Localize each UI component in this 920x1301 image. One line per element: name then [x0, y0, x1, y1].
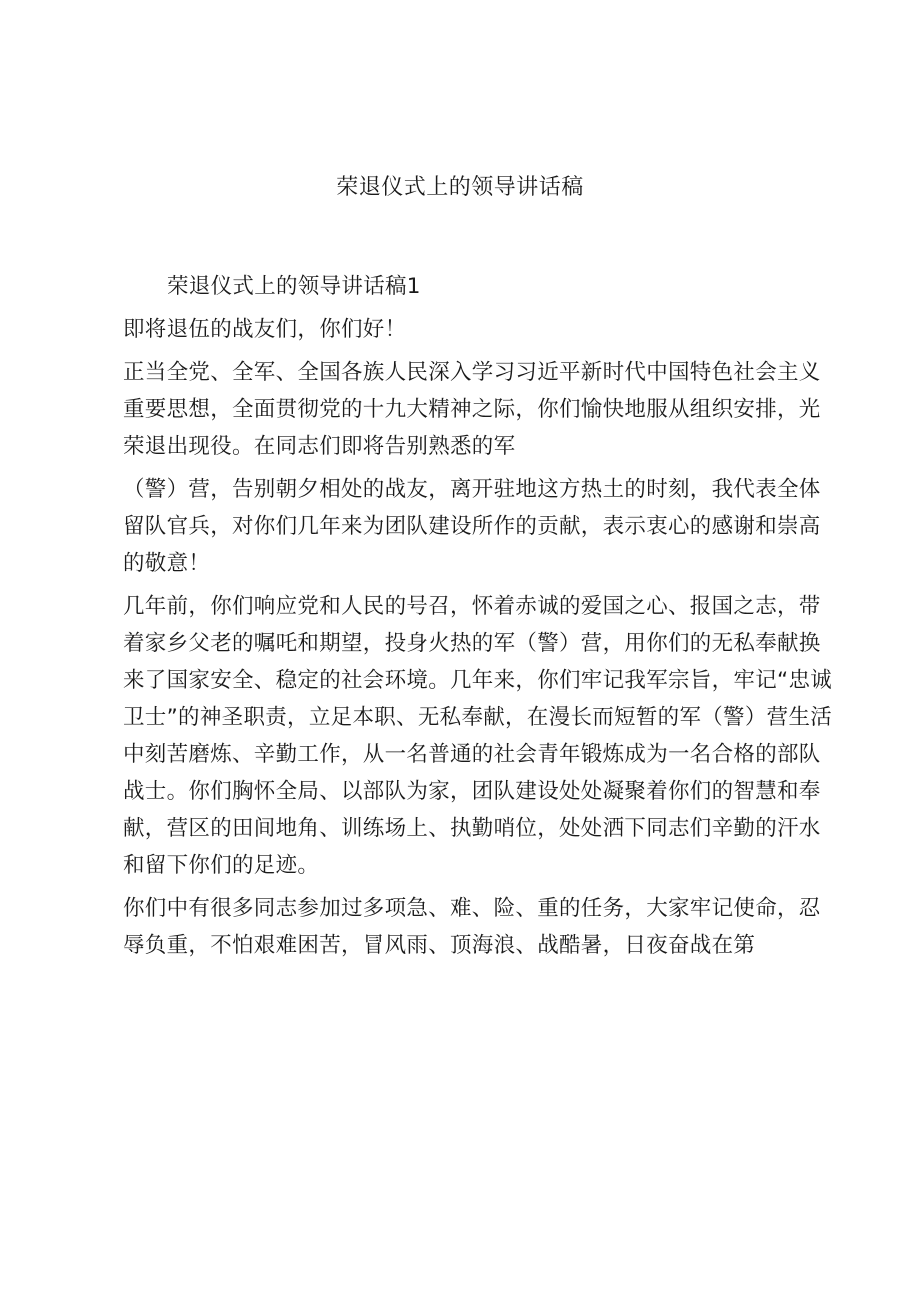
document-body — [123, 268, 833, 964]
paragraph-2: （警）营，告别朝夕相处的战友，离开驻地这方热土的时刻，我代表全体留队官兵，对你们几年来为团队建设所作的贡献，表示衷心的感谢和崇高的敬意！ — [123, 477, 821, 576]
paragraph-3: 几年前，你们响应党和人民的号召，怀着赤诚的爱国之心、报国之志，带着家乡父老的嘱吒和期望，投身火热的军（警）营，用你们的无私奉献换来了国家安全、稳定的社会环境。几年来，你们牢记我军宗旨，牢记“忠诚卫士”的神圣职责，立足本职、无私奉献，在漫长而短暂的军（警）营生活中刻苦磨炼、辛勤工作，从一名普通的社会青年锻炼成为一名合格的部队战士。你们胸怀全局、以部队为家，团队建设处处凝聚着你们的智慧和奉献，营区的田间地角、训练场上、执勤哨位，处处洒下同志们辛勤的汗水和留下你们的足迹。 — [123, 594, 833, 878]
document-title: 荣退仪式上的领导讲话稿 — [336, 175, 584, 200]
paragraph-greeting: 即将退伍的战友们，你们好！ — [123, 317, 407, 342]
paragraph-4: 你们中有很多同志参加过多项急、难、险、重的任务，大家牢记使命，忍辱负重，不怕艰难困苦，冒风雨、顶海浪、战酷暑，日夜奋战在第 — [123, 896, 821, 958]
paragraph-1: 正当全党、全军、全国各族人民深入学习习近平新时代中国特色社会主义重要思想，全面贯彻党的十九大精神之际，你们愉快地服从组织安排，光荣退出现役。在同志们即将告别熟悉的军 — [123, 360, 821, 459]
section-heading: 荣退仪式上的领导讲话稿1 — [167, 274, 421, 299]
